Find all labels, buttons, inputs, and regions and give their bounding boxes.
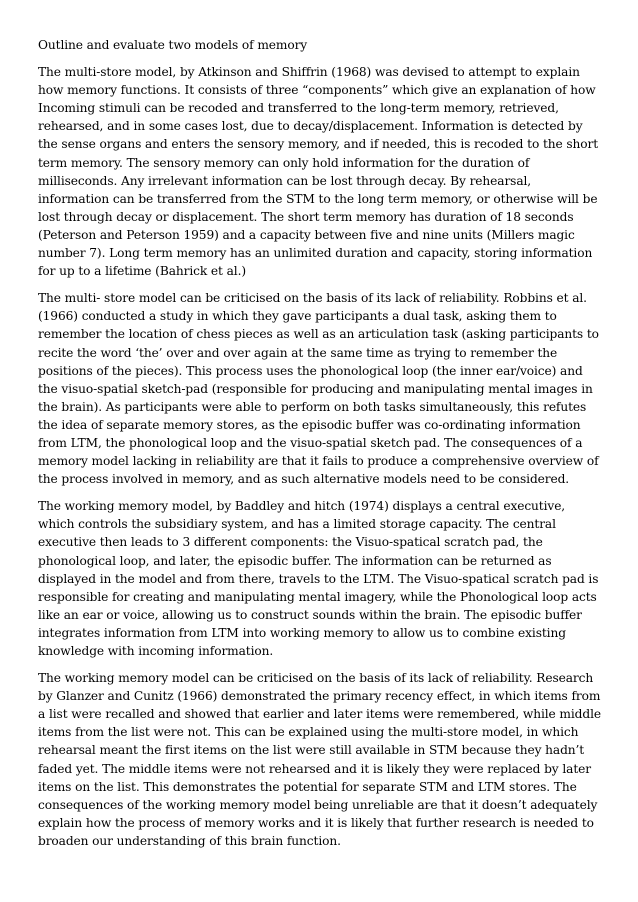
paragraph-working-memory-criticism: The working memory model can be criticised on the basis of its lack of reliability. Research by Glanzer and Cunitz (1966) demonstrated the primary recency effect, in which items from a list were recalled and showed that earlier and later items were remembered, while middle items from the list were not. This can be explained using the multi-store model, in which rehearsal meant the first items on the list were still available in STM because they hadn’t faded yet. The middle items were not rehearsed and it is likely they were replaced by later items on the list. This demonstrates the potential for separate STM and LTM stores. The consequences of the working memory model being unreliable are that it doesn’t adequately explain how the process of memory works and it is likely that further research is needed to broaden our understanding of this brain function. bbox=[38, 671, 601, 848]
document-title: Outline and evaluate two models of memory bbox=[38, 38, 308, 52]
paragraph-multi-store-criticism: The multi- store model can be criticised on the basis of its lack of reliability. Robbins et al. (1966) conducted a study in which they gave participants a dual task, asking them to remember the location of chess pieces as well as an articulation task (asking participants to recite the word ‘the’ over and over again at the same time as trying to remember the positions of the pieces). This process uses the phonological loop (the inner ear/voice) and the visuo-spatial sketch-pad (responsible for producing and manipulating mental images in the brain). As participants were able to perform on both tasks simultaneously, this refutes the idea of separate memory stores, as the episodic buffer was co-ordinating information from LTM, the phonological loop and the visuo-spatial sketch pad. The consequences of a memory model lacking in reliability are that it fails to produce a comprehensive overview of the process involved in memory, and as such alternative models need to be considered. bbox=[38, 291, 599, 487]
paragraph-working-memory-model: The working memory model, by Baddley and hitch (1974) displays a central executive, which controls the subsidiary system, and has a limited storage capacity. The central executive then leads to 3 different components: the Visuo-spatical scratch pad, the phonological loop, and later, the episodic buffer. The information can be returned as displayed in the model and from there, travels to the LTM. The Visuo-spatical scratch pad is responsible for creating and manipulating mental imagery, while the Phonological loop acts like an ear or voice, allowing us to construct sounds within the brain. The episodic buffer integrates information from LTM into working memory to allow us to combine existing knowledge with incoming information. bbox=[38, 499, 599, 658]
paragraph-multi-store-model: The multi-store model, by Atkinson and Shiffrin (1968) was devised to attempt to explain how memory functions. It consists of three “components” which give an explanation of how Incoming stimuli can be recoded and transferred to the long-term memory, retrieved, rehearsed, and in some cases lost, due to decay/displacement. Information is detected by the sense organs and enters the sensory memory, and if needed, this is recoded to the short term memory. The sensory memory can only hold information for the duration of milliseconds. Any irrelevant information can be lost through decay. By rehearsal, information can be transferred from the STM to the long term memory, or otherwise will be lost through decay or displacement. The short term memory has duration of 18 seconds (Peterson and Peterson 1959) and a capacity between five and nine units (Millers magic number 7). Long term memory has an unlimited duration and capacity, storing information for up to a lifetime (Bahrick et al.) bbox=[38, 65, 599, 279]
document-page bbox=[38, 36, 604, 859]
